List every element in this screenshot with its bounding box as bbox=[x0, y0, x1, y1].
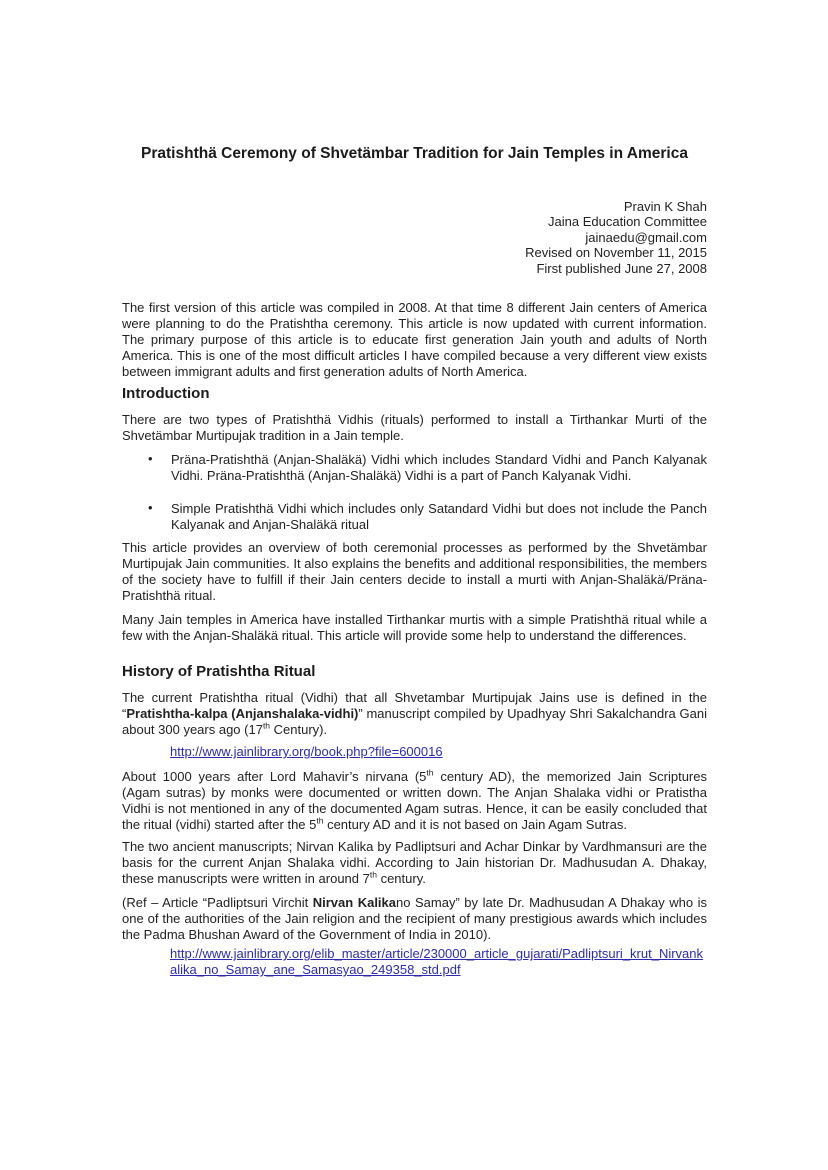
bullet-icon: • bbox=[148, 500, 153, 515]
section-heading-introduction: Introduction bbox=[122, 385, 210, 402]
author-organization: Jaina Education Committee bbox=[548, 214, 707, 230]
paragraph-current-ritual: The current Pratishtha ritual (Vidhi) that all Shvetambar Murtipujak Jains use is defined in the “Pratishtha-kalpa (Anjanshalaka-vidhi)” manuscript compiled by Upadhyay Shri Sakalchandra Gani about 300 years ago (17th Century). bbox=[122, 690, 707, 737]
paragraph-two-types: There are two types of Pratishthä Vidhis (rituals) performed to install a Tirthankar Murti of the Shvetämbar Murtipujak tradition in a Jain temple. bbox=[122, 412, 707, 443]
author-name: Pravin K Shah bbox=[623, 199, 707, 214]
author-email: jainaedu@gmail.com bbox=[585, 229, 707, 245]
section-heading-history: History of Pratishtha Ritual bbox=[122, 663, 316, 680]
jainlibrary-book-link[interactable]: http://www.jainlibrary.org/book.php?file=600016 bbox=[170, 744, 443, 759]
bullet-icon: • bbox=[148, 451, 153, 466]
bullet-item-prana-pratishtha bbox=[122, 452, 707, 484]
paragraph-about-1000-years: About 1000 years after Lord Mahavir’s nirvana (5th century AD), the memorized Jain Scriptures (Agam sutras) by monks were documented or written down. The Anjan Shalaka vidhi or Pratistha Vidhi is not mentioned in any of the documented Agam sutras. Hence, it can be easily concluded that the ritual (vidhi) started after the 5th century AD and it is not based on Jain Agam Sutras. bbox=[122, 767, 707, 832]
revision-date: Revised on November 11, 2015 bbox=[525, 245, 707, 261]
paragraph-many-temples: Many Jain temples in America have installed Tirthankar murtis with a simple Pratishthä ritual while a few with the Anjan-Shaläkä ritual. This article will provide some help to understand the differences. bbox=[122, 612, 707, 643]
publish-date: First published June 27, 2008 bbox=[536, 260, 707, 276]
paragraph-two-ancient-manuscripts: The two ancient manuscripts; Nirvan Kalika by Padliptsuri and Achar Dinkar by Vardhmansuri are the basis for the current Anjan Shalaka vidhi. According to Jain historian Dr. Madhusudan A. Dhakay, these manuscripts were written in around 7th century. bbox=[122, 839, 707, 886]
author-block bbox=[122, 199, 707, 276]
jainlibrary-article-link[interactable]: http://www.jainlibrary.org/elib_master/article/230000_article_gujarati/Padliptsuri_krut_Nirvankalika_no_Samay_ane_Samasyao_249358_std.pdf bbox=[170, 946, 704, 977]
intro-paragraph: The first version of this article was compiled in 2008. At that time 8 different Jain centers of America were planning to do the Pratishtha ceremony. This article is now updated with current information. The primary purpose of this article is to educate first generation Jain youth and adults of North America. This is one of the most difficult articles I have compiled because a very different view exists between immigrant adults and first generation adults of North America. bbox=[122, 300, 707, 379]
bullet-text: Präna-Pratishthä (Anjan-Shaläkä) Vidhi which includes Standard Vidhi and Panch Kalyanak Vidhi. Präna-Pratishthä (Anjan-Shaläkä) Vidhi is a part of Panch Kalyanak Vidhi. bbox=[171, 452, 707, 483]
bullet-item-simple-pratishtha bbox=[122, 501, 707, 533]
paragraph-reference: (Ref – Article “Padliptsuri Virchit Nirvan Kalikano Samay” by late Dr. Madhusudan A Dhakay who is one of the authorities of the Jain religion and the recipient of many prestigious awards which includes the Padma Bhushan Award of the Government of India in 2010). bbox=[122, 895, 707, 942]
document-title: Pratishthä Ceremony of Shvetämbar Tradition for Jain Temples in America bbox=[141, 145, 688, 162]
bullet-text: Simple Pratishthä Vidhi which includes only Satandard Vidhi but does not include the Panch Kalyanak and Anjan-Shaläkä ritual bbox=[171, 501, 707, 532]
paragraph-overview: This article provides an overview of both ceremonial processes as performed by the Shvetämbar Murtipujak Jain communities. It also explains the benefits and additional responsibilities, the members of the society have to fulfill if their Jain centers decide to install a murti with Anjan-Shaläkä/Präna-Pratishthä ritual. bbox=[122, 540, 707, 603]
